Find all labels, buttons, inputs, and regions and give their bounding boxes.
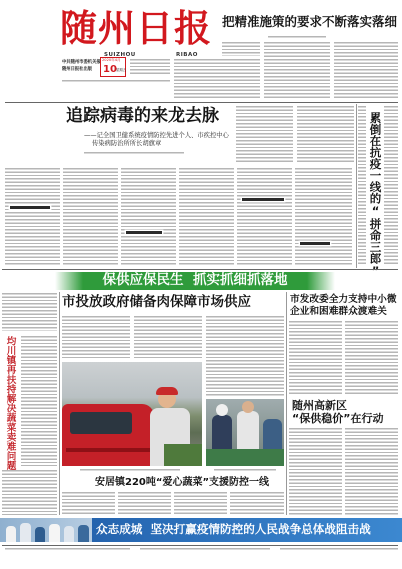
lead-subheading-bar	[126, 231, 162, 234]
section-divider	[5, 102, 398, 103]
reserve-pork-body-text	[206, 316, 284, 396]
registration-line-text	[62, 80, 170, 83]
lead-subtitle: ——记全国卫健系统疫情防控先进个人、市疾控中心	[84, 132, 229, 139]
crowd-figure	[78, 525, 89, 542]
goods-crate	[164, 444, 202, 466]
section-banner-text: 保供应保民生 抓实抓细抓落地	[102, 272, 288, 288]
high-tech-zone-body-text	[345, 428, 398, 515]
lead-body-text	[121, 168, 176, 266]
person-masked-face	[216, 404, 228, 416]
junchuan-headline: 均川镇再扶持解决蔬菜卖难问题	[4, 336, 16, 471]
lead-body-text	[237, 168, 292, 266]
market-photo	[206, 399, 284, 466]
masthead-pinyin-right: RIBAO	[176, 52, 198, 58]
lead-byline-text	[84, 152, 184, 155]
photo-caption-text	[80, 469, 180, 472]
crowd-figure	[35, 527, 45, 542]
lead-headline: 追踪病毒的来龙去脉	[66, 106, 219, 126]
photo-caption-text	[214, 469, 276, 472]
commentary-text-block	[174, 59, 260, 100]
lead-subheading-bar	[242, 198, 284, 201]
lead-body-text	[297, 106, 354, 164]
footer-text	[5, 548, 130, 551]
lead-body-text	[295, 168, 352, 266]
high-tech-zone-headline: “保供稳价”在行动	[292, 412, 384, 425]
commentary-text-block	[222, 42, 260, 56]
crowd-figure	[20, 523, 31, 542]
commentary-byline-text	[268, 36, 326, 39]
column-rule	[286, 292, 287, 515]
reserve-pork-body-text	[134, 316, 202, 360]
side-feature-text	[358, 106, 366, 266]
masthead-title: 随州日报	[60, 6, 212, 50]
lead-subtitle: 传染病防治所所长胡旗章	[92, 140, 162, 147]
high-tech-zone-body-text	[289, 428, 342, 515]
truck-bumper	[66, 448, 150, 452]
development-reform-body-text	[345, 321, 398, 396]
anju-body-text	[230, 492, 284, 515]
anju-body-text	[174, 492, 227, 515]
development-reform-headline: 企业和困难群众渡难关	[290, 306, 387, 317]
crowd-figure	[49, 524, 60, 542]
date-month: 2020年4月	[102, 58, 121, 62]
date-box	[100, 57, 126, 77]
lead-subheading-bar	[10, 206, 50, 209]
masthead-pinyin-left: SUIZHOU	[104, 52, 136, 58]
commentary-text-block	[264, 42, 330, 100]
commentary-text-block	[334, 42, 398, 100]
anju-headline: 安居镇220吨“爱心蔬菜”支援防控一线	[95, 477, 270, 488]
lead-body-text	[236, 106, 293, 164]
crowd-figure	[6, 526, 16, 542]
anju-body-text	[62, 492, 115, 515]
high-tech-zone-headline: 随州高新区	[292, 399, 347, 412]
truck-windshield	[70, 412, 132, 434]
junchuan-body-text	[2, 293, 57, 331]
vegetable-crates	[206, 449, 284, 466]
section-banner	[55, 272, 335, 290]
masthead-info-text	[130, 59, 170, 76]
publisher-line: 中共随州市委机关报	[62, 60, 101, 65]
anju-body-text	[118, 492, 171, 515]
lead-subheading-bar	[300, 242, 330, 245]
column-rule	[59, 292, 60, 515]
worker-hat	[156, 387, 178, 395]
development-reform-body-text	[289, 321, 342, 396]
footer-rule	[2, 545, 398, 546]
footer-text	[140, 548, 270, 551]
left-column-text	[2, 470, 57, 515]
bottom-banner-text: 众志成城 坚决打赢疫情防控的人民战争总体战阻击战	[96, 522, 371, 536]
development-reform-headline: 市发改委全力支持中小微	[290, 294, 397, 305]
lead-body-text	[179, 168, 234, 266]
commentary-headline: 把精准施策的要求不断落实落细	[222, 14, 398, 29]
reserve-pork-body-text	[62, 316, 130, 360]
crowd-figure	[64, 526, 74, 542]
date-day: 10	[103, 64, 117, 75]
junchuan-body-text	[21, 336, 57, 466]
side-feature-text	[384, 106, 398, 266]
person-head	[242, 401, 254, 413]
lead-body-text	[63, 168, 118, 266]
date-weekday: 星期五	[116, 68, 127, 72]
bottom-banner	[0, 518, 402, 542]
side-feature-headline: 累倒在抗疫一线的“拼命三郎”	[368, 112, 383, 278]
side-feature-rule	[356, 104, 357, 268]
truck-photo	[62, 362, 202, 466]
publisher-line: 随州日报社出版	[62, 67, 93, 72]
reserve-pork-headline: 市投放政府储备肉保障市场供应	[62, 294, 251, 310]
section-divider	[2, 269, 398, 270]
bottom-banner-photo	[0, 518, 92, 542]
footer-text	[280, 548, 398, 551]
lead-body-text	[5, 168, 60, 266]
